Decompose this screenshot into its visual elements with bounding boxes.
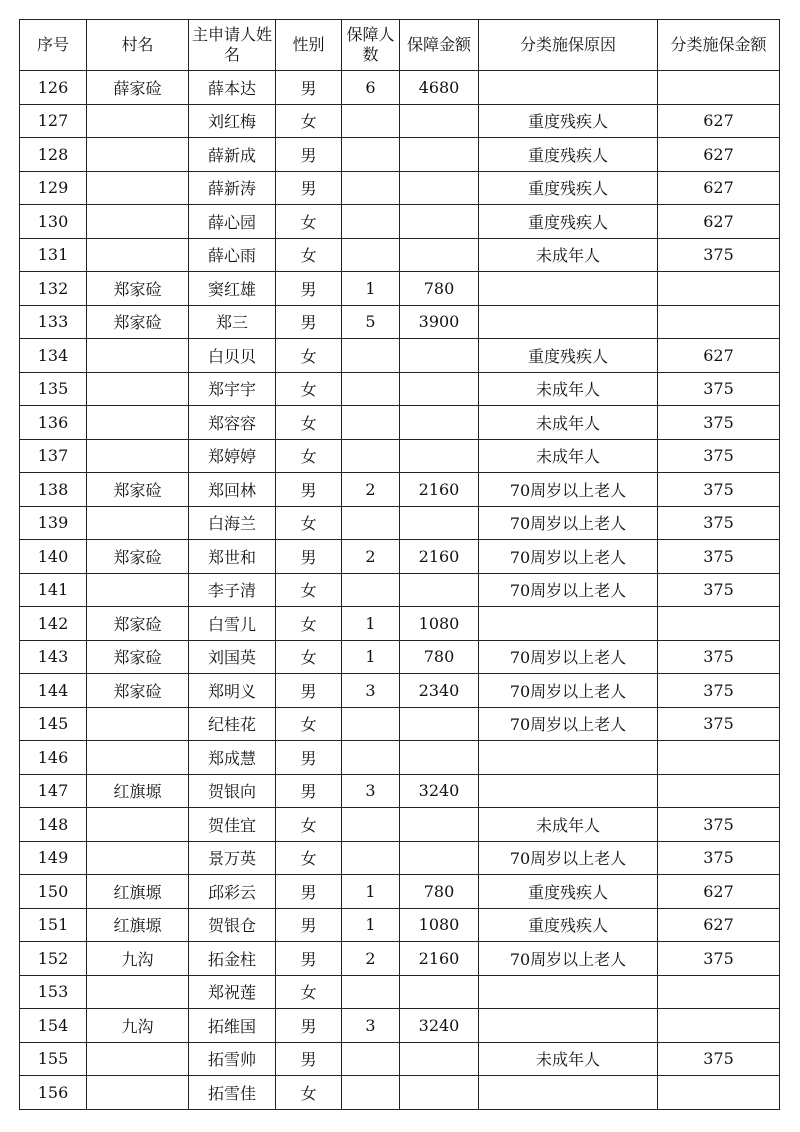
cell-reason: 重度残疾人 [479, 205, 658, 239]
cell-index: 129 [20, 171, 87, 205]
header-reason: 分类施保原因 [479, 20, 658, 71]
cell-gender: 女 [276, 104, 342, 138]
cell-persons: 2 [342, 473, 400, 507]
header-row [20, 20, 780, 71]
cell-reason [479, 975, 658, 1009]
cell-village [87, 171, 189, 205]
header-extra-amount: 分类施保金额 [658, 20, 780, 71]
cell-extra-amount: 627 [658, 339, 780, 373]
cell-reason: 70周岁以上老人 [479, 674, 658, 708]
cell-village: 红旗塬 [87, 774, 189, 808]
cell-village: 郑家硷 [87, 674, 189, 708]
cell-applicant: 白贝贝 [189, 339, 276, 373]
table-row [20, 138, 780, 172]
table-row [20, 305, 780, 339]
cell-persons [342, 1076, 400, 1110]
cell-gender: 男 [276, 908, 342, 942]
cell-applicant: 薛本达 [189, 71, 276, 105]
table-row [20, 439, 780, 473]
table-row [20, 1042, 780, 1076]
cell-village: 薛家硷 [87, 71, 189, 105]
cell-extra-amount: 375 [658, 238, 780, 272]
cell-reason: 重度残疾人 [479, 104, 658, 138]
cell-amount: 3900 [400, 305, 479, 339]
cell-index: 156 [20, 1076, 87, 1110]
cell-persons: 2 [342, 942, 400, 976]
table-row [20, 841, 780, 875]
cell-applicant: 郑三 [189, 305, 276, 339]
table-row [20, 272, 780, 306]
table-row [20, 707, 780, 741]
cell-index: 154 [20, 1009, 87, 1043]
cell-extra-amount: 375 [658, 808, 780, 842]
cell-persons: 3 [342, 774, 400, 808]
cell-village [87, 104, 189, 138]
cell-index: 134 [20, 339, 87, 373]
cell-applicant: 拓金柱 [189, 942, 276, 976]
cell-extra-amount [658, 71, 780, 105]
cell-extra-amount [658, 1009, 780, 1043]
cell-extra-amount: 375 [658, 540, 780, 574]
cell-applicant: 郑宇宇 [189, 372, 276, 406]
cell-reason: 未成年人 [479, 1042, 658, 1076]
table-row [20, 774, 780, 808]
cell-persons [342, 372, 400, 406]
cell-reason: 重度残疾人 [479, 908, 658, 942]
cell-persons [342, 439, 400, 473]
cell-persons [342, 808, 400, 842]
cell-reason: 未成年人 [479, 372, 658, 406]
table-row [20, 238, 780, 272]
cell-applicant: 白雪儿 [189, 607, 276, 641]
cell-gender: 女 [276, 372, 342, 406]
cell-extra-amount: 627 [658, 138, 780, 172]
cell-reason [479, 741, 658, 775]
cell-amount [400, 573, 479, 607]
cell-gender: 男 [276, 171, 342, 205]
cell-applicant: 郑祝莲 [189, 975, 276, 1009]
cell-applicant: 郑成慧 [189, 741, 276, 775]
cell-extra-amount: 375 [658, 707, 780, 741]
table-row [20, 875, 780, 909]
cell-amount [400, 439, 479, 473]
table-row [20, 741, 780, 775]
header-index: 序号 [20, 20, 87, 71]
cell-village: 郑家硷 [87, 272, 189, 306]
table-row [20, 104, 780, 138]
cell-gender: 男 [276, 741, 342, 775]
cell-gender: 男 [276, 875, 342, 909]
cell-amount: 3240 [400, 774, 479, 808]
cell-index: 153 [20, 975, 87, 1009]
cell-reason: 重度残疾人 [479, 138, 658, 172]
cell-amount [400, 406, 479, 440]
cell-gender: 女 [276, 573, 342, 607]
cell-gender: 女 [276, 238, 342, 272]
cell-applicant: 纪桂花 [189, 707, 276, 741]
cell-reason: 未成年人 [479, 406, 658, 440]
cell-extra-amount [658, 1076, 780, 1110]
cell-reason: 重度残疾人 [479, 171, 658, 205]
cell-village [87, 808, 189, 842]
cell-index: 140 [20, 540, 87, 574]
cell-reason: 70周岁以上老人 [479, 942, 658, 976]
cell-extra-amount [658, 607, 780, 641]
cell-gender: 男 [276, 272, 342, 306]
cell-village [87, 406, 189, 440]
cell-extra-amount: 375 [658, 506, 780, 540]
cell-index: 149 [20, 841, 87, 875]
cell-gender: 男 [276, 942, 342, 976]
table-row [20, 640, 780, 674]
cell-persons [342, 573, 400, 607]
cell-persons [342, 506, 400, 540]
cell-amount [400, 238, 479, 272]
cell-persons: 2 [342, 540, 400, 574]
cell-extra-amount: 375 [658, 942, 780, 976]
table-row [20, 506, 780, 540]
cell-reason [479, 607, 658, 641]
table-row [20, 406, 780, 440]
cell-extra-amount: 627 [658, 104, 780, 138]
table-row [20, 573, 780, 607]
cell-persons [342, 138, 400, 172]
cell-extra-amount: 375 [658, 406, 780, 440]
cell-index: 151 [20, 908, 87, 942]
cell-index: 126 [20, 71, 87, 105]
cell-gender: 女 [276, 607, 342, 641]
cell-village: 郑家硷 [87, 607, 189, 641]
cell-index: 132 [20, 272, 87, 306]
cell-amount: 2160 [400, 540, 479, 574]
cell-amount: 1080 [400, 908, 479, 942]
cell-index: 139 [20, 506, 87, 540]
cell-index: 143 [20, 640, 87, 674]
cell-gender: 男 [276, 305, 342, 339]
cell-amount [400, 171, 479, 205]
cell-index: 141 [20, 573, 87, 607]
cell-index: 133 [20, 305, 87, 339]
cell-applicant: 薛新涛 [189, 171, 276, 205]
cell-applicant: 邱彩云 [189, 875, 276, 909]
cell-amount [400, 138, 479, 172]
cell-index: 146 [20, 741, 87, 775]
cell-index: 136 [20, 406, 87, 440]
cell-index: 155 [20, 1042, 87, 1076]
cell-applicant: 拓雪佳 [189, 1076, 276, 1110]
cell-village [87, 439, 189, 473]
cell-gender: 女 [276, 640, 342, 674]
cell-amount [400, 506, 479, 540]
cell-reason: 70周岁以上老人 [479, 640, 658, 674]
cell-village [87, 573, 189, 607]
cell-amount: 2160 [400, 473, 479, 507]
cell-applicant: 贺佳宜 [189, 808, 276, 842]
table-row [20, 171, 780, 205]
cell-index: 128 [20, 138, 87, 172]
cell-amount: 4680 [400, 71, 479, 105]
cell-persons [342, 841, 400, 875]
cell-persons: 1 [342, 908, 400, 942]
cell-persons: 6 [342, 71, 400, 105]
cell-applicant: 薛心园 [189, 205, 276, 239]
cell-index: 150 [20, 875, 87, 909]
cell-amount: 780 [400, 640, 479, 674]
cell-reason: 70周岁以上老人 [479, 573, 658, 607]
cell-village [87, 707, 189, 741]
cell-extra-amount [658, 305, 780, 339]
cell-applicant: 郑容容 [189, 406, 276, 440]
cell-extra-amount: 375 [658, 573, 780, 607]
cell-extra-amount: 375 [658, 640, 780, 674]
cell-persons: 3 [342, 1009, 400, 1043]
cell-gender: 男 [276, 473, 342, 507]
cell-gender: 女 [276, 1076, 342, 1110]
cell-village [87, 339, 189, 373]
cell-gender: 男 [276, 1009, 342, 1043]
table-row [20, 372, 780, 406]
cell-village [87, 506, 189, 540]
cell-reason: 未成年人 [479, 238, 658, 272]
cell-reason [479, 1009, 658, 1043]
table-row [20, 1076, 780, 1110]
cell-index: 137 [20, 439, 87, 473]
cell-gender: 女 [276, 439, 342, 473]
cell-gender: 男 [276, 71, 342, 105]
cell-amount: 780 [400, 875, 479, 909]
cell-village: 红旗塬 [87, 908, 189, 942]
cell-village: 郑家硷 [87, 640, 189, 674]
cell-extra-amount: 375 [658, 372, 780, 406]
cell-persons [342, 406, 400, 440]
cell-index: 135 [20, 372, 87, 406]
cell-persons: 1 [342, 640, 400, 674]
cell-gender: 女 [276, 339, 342, 373]
header-gender: 性别 [276, 20, 342, 71]
table-row [20, 942, 780, 976]
cell-gender: 女 [276, 975, 342, 1009]
cell-applicant: 景万英 [189, 841, 276, 875]
table-row [20, 607, 780, 641]
cell-extra-amount: 375 [658, 439, 780, 473]
cell-gender: 女 [276, 808, 342, 842]
cell-index: 148 [20, 808, 87, 842]
cell-applicant: 李子清 [189, 573, 276, 607]
cell-applicant: 贺银向 [189, 774, 276, 808]
cell-village: 九沟 [87, 1009, 189, 1043]
cell-applicant: 窦红雄 [189, 272, 276, 306]
cell-persons [342, 171, 400, 205]
cell-persons [342, 741, 400, 775]
cell-gender: 女 [276, 841, 342, 875]
header-persons: 保障人数 [342, 20, 400, 71]
table-row [20, 540, 780, 574]
cell-extra-amount: 375 [658, 674, 780, 708]
cell-persons [342, 104, 400, 138]
cell-village [87, 205, 189, 239]
cell-reason: 70周岁以上老人 [479, 841, 658, 875]
cell-gender: 男 [276, 138, 342, 172]
cell-persons [342, 707, 400, 741]
cell-village [87, 1076, 189, 1110]
cell-persons: 1 [342, 607, 400, 641]
cell-gender: 女 [276, 707, 342, 741]
cell-amount [400, 104, 479, 138]
cell-amount [400, 975, 479, 1009]
cell-index: 147 [20, 774, 87, 808]
cell-persons: 3 [342, 674, 400, 708]
cell-persons: 1 [342, 272, 400, 306]
table-row [20, 975, 780, 1009]
cell-reason [479, 305, 658, 339]
cell-village [87, 1042, 189, 1076]
cell-extra-amount: 375 [658, 841, 780, 875]
cell-amount [400, 741, 479, 775]
cell-gender: 女 [276, 406, 342, 440]
cell-index: 138 [20, 473, 87, 507]
table-row [20, 808, 780, 842]
cell-applicant: 拓维国 [189, 1009, 276, 1043]
cell-village: 郑家硷 [87, 473, 189, 507]
cell-village: 红旗塬 [87, 875, 189, 909]
cell-extra-amount [658, 975, 780, 1009]
cell-index: 145 [20, 707, 87, 741]
cell-persons [342, 1042, 400, 1076]
cell-village: 郑家硷 [87, 305, 189, 339]
cell-extra-amount: 627 [658, 205, 780, 239]
cell-applicant: 郑婷婷 [189, 439, 276, 473]
cell-reason: 70周岁以上老人 [479, 540, 658, 574]
cell-persons: 5 [342, 305, 400, 339]
cell-applicant: 郑世和 [189, 540, 276, 574]
cell-extra-amount: 627 [658, 171, 780, 205]
cell-amount: 780 [400, 272, 479, 306]
table-row [20, 339, 780, 373]
cell-gender: 女 [276, 506, 342, 540]
cell-extra-amount [658, 774, 780, 808]
header-village: 村名 [87, 20, 189, 71]
cell-applicant: 白海兰 [189, 506, 276, 540]
table-body [20, 71, 780, 1110]
cell-extra-amount [658, 741, 780, 775]
header-amount: 保障金额 [400, 20, 479, 71]
cell-amount: 2160 [400, 942, 479, 976]
cell-gender: 男 [276, 1042, 342, 1076]
cell-amount [400, 1042, 479, 1076]
cell-amount: 1080 [400, 607, 479, 641]
cell-index: 142 [20, 607, 87, 641]
cell-village [87, 841, 189, 875]
cell-reason: 70周岁以上老人 [479, 707, 658, 741]
table-row [20, 908, 780, 942]
cell-reason [479, 774, 658, 808]
table-row [20, 674, 780, 708]
cell-index: 152 [20, 942, 87, 976]
cell-extra-amount: 375 [658, 473, 780, 507]
cell-extra-amount: 627 [658, 908, 780, 942]
cell-amount: 3240 [400, 1009, 479, 1043]
cell-applicant: 薛新成 [189, 138, 276, 172]
header-applicant: 主申请人姓名 [189, 20, 276, 71]
cell-village: 九沟 [87, 942, 189, 976]
table-row [20, 205, 780, 239]
table-row [20, 473, 780, 507]
cell-applicant: 薛心雨 [189, 238, 276, 272]
cell-persons [342, 238, 400, 272]
table-row [20, 71, 780, 105]
cell-extra-amount: 375 [658, 1042, 780, 1076]
cell-applicant: 贺银仓 [189, 908, 276, 942]
cell-reason: 重度残疾人 [479, 339, 658, 373]
cell-reason: 70周岁以上老人 [479, 473, 658, 507]
cell-applicant: 郑回林 [189, 473, 276, 507]
cell-gender: 女 [276, 205, 342, 239]
cell-persons [342, 339, 400, 373]
cell-village: 郑家硷 [87, 540, 189, 574]
cell-village [87, 975, 189, 1009]
cell-village [87, 741, 189, 775]
cell-index: 130 [20, 205, 87, 239]
cell-reason: 重度残疾人 [479, 875, 658, 909]
cell-applicant: 刘国英 [189, 640, 276, 674]
cell-applicant: 刘红梅 [189, 104, 276, 138]
cell-amount: 2340 [400, 674, 479, 708]
table-row [20, 1009, 780, 1043]
cell-reason [479, 1076, 658, 1110]
cell-persons [342, 975, 400, 1009]
cell-amount [400, 841, 479, 875]
cell-village [87, 372, 189, 406]
cell-reason: 未成年人 [479, 808, 658, 842]
cell-index: 131 [20, 238, 87, 272]
cell-extra-amount: 627 [658, 875, 780, 909]
cell-gender: 男 [276, 774, 342, 808]
cell-amount [400, 339, 479, 373]
cell-persons [342, 205, 400, 239]
cell-applicant: 郑明义 [189, 674, 276, 708]
cell-reason: 未成年人 [479, 439, 658, 473]
cell-amount [400, 372, 479, 406]
cell-amount [400, 707, 479, 741]
cell-extra-amount [658, 272, 780, 306]
cell-reason [479, 272, 658, 306]
cell-village [87, 138, 189, 172]
cell-amount [400, 808, 479, 842]
cell-village [87, 238, 189, 272]
cell-gender: 男 [276, 540, 342, 574]
cell-persons: 1 [342, 875, 400, 909]
cell-amount [400, 205, 479, 239]
cell-gender: 男 [276, 674, 342, 708]
cell-index: 127 [20, 104, 87, 138]
cell-amount [400, 1076, 479, 1110]
cell-index: 144 [20, 674, 87, 708]
assistance-table [19, 19, 780, 1110]
cell-applicant: 拓雪帅 [189, 1042, 276, 1076]
cell-reason [479, 71, 658, 105]
cell-reason: 70周岁以上老人 [479, 506, 658, 540]
